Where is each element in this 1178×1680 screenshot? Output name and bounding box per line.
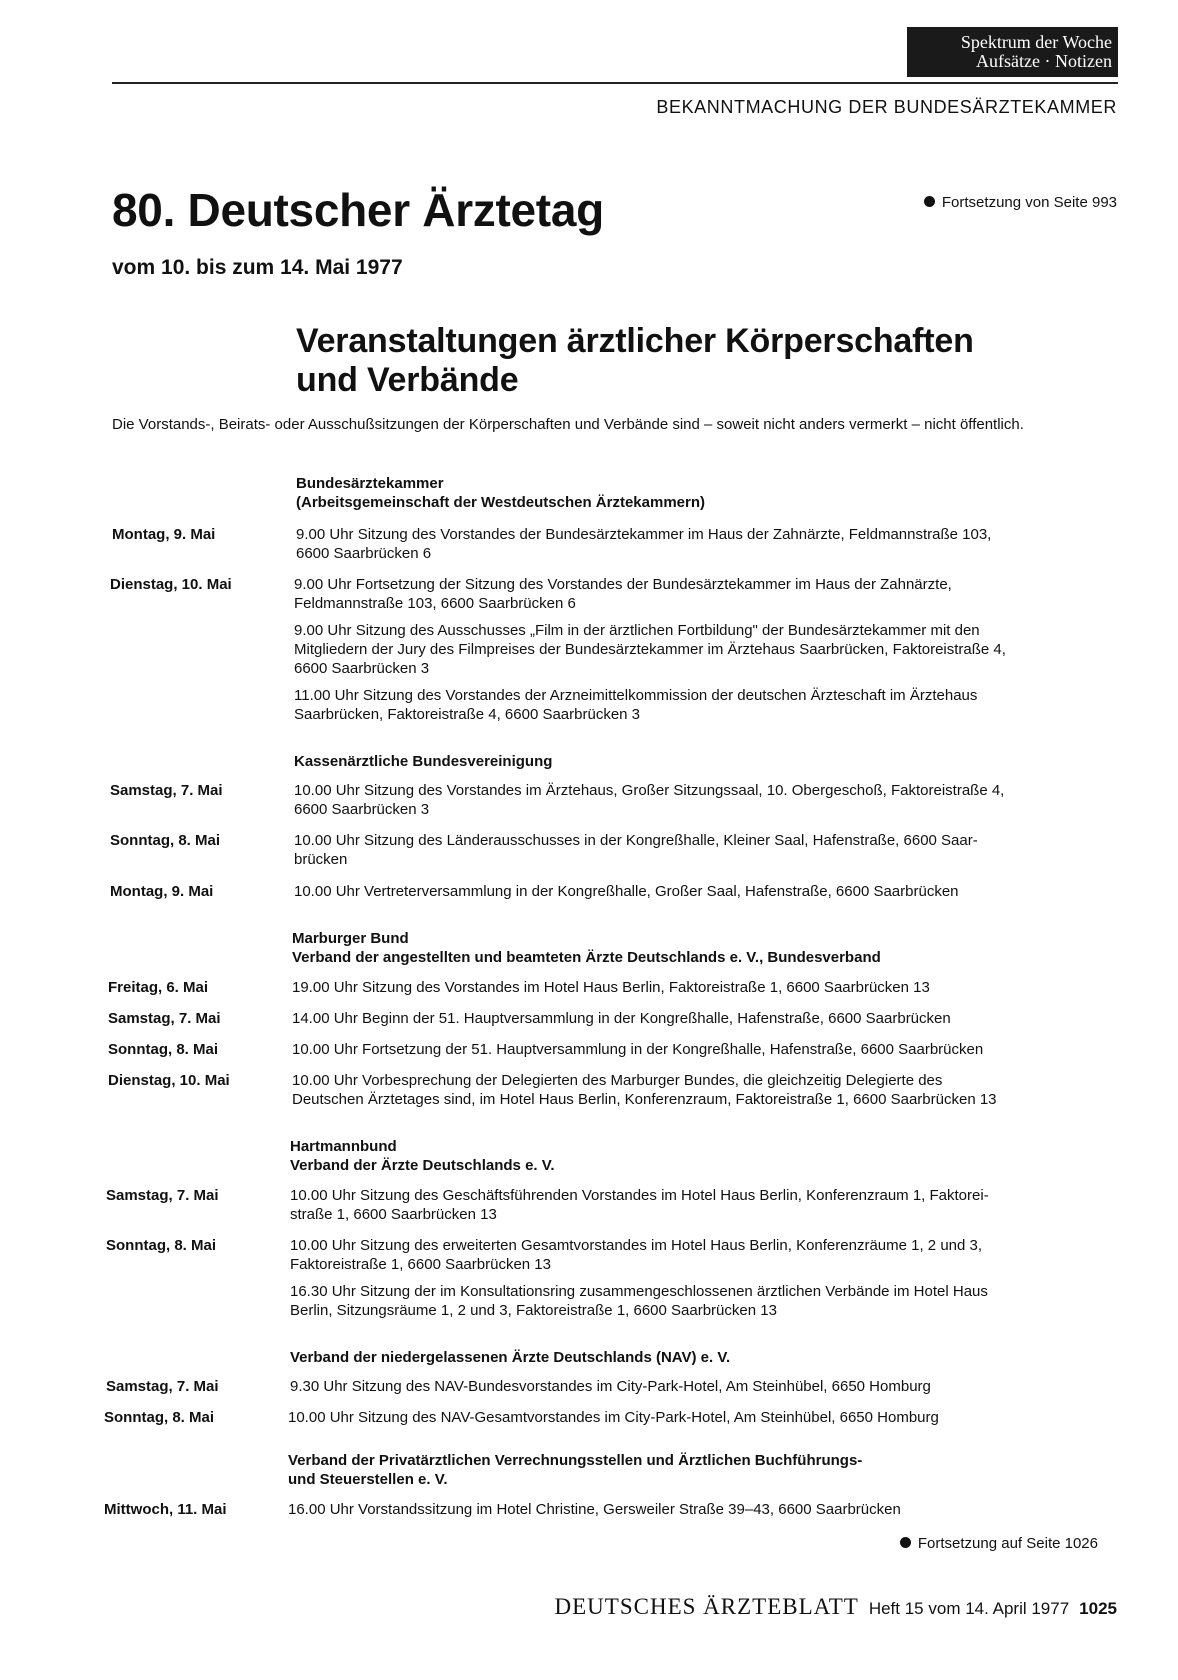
event-line: 10.00 Uhr Vorbesprechung der Delegierten des Marburger Bundes, die gleichzeitig Delegierte des (292, 1072, 943, 1089)
org-heading-line: Verband der Ärzte Deutschlands e. V. (290, 1157, 555, 1174)
event-day: Sonntag, 8. Mai (108, 1041, 219, 1058)
org-heading-line: Bundesärztekammer (296, 475, 444, 492)
section-label: BEKANNTMACHUNG DER BUNDESÄRZTEKAMMER (656, 97, 1117, 117)
event-line: Mitgliedern der Jury des Filmpreises der Bundesärztekammer im Ärztehaus Saarbrücken, Faktoreistraße 4, (294, 641, 1006, 658)
org-heading-line: Hartmannbund (290, 1138, 397, 1155)
header-rule (112, 82, 1118, 84)
event-day: Samstag, 7. Mai (110, 782, 223, 799)
event-line: 16.00 Uhr Vorstandssitzung im Hotel Christine, Gersweiler Straße 39–43, 6600 Saarbrücken (288, 1501, 901, 1518)
org-heading (294, 752, 552, 771)
event-line: 6600 Saarbrücken 3 (294, 660, 430, 677)
event-line: Berlin, Sitzungsräume 1, 2 und 3, Faktoreistraße 1, 6600 Saarbrücken 13 (290, 1302, 777, 1319)
page-footer (555, 1594, 1117, 1620)
event-line: 10.00 Uhr Sitzung des Länderausschusses in der Kongreßhalle, Kleiner Saal, Hafenstraße, 6600 Saar- (294, 832, 978, 849)
event-day: Montag, 9. Mai (112, 526, 216, 543)
event-line: 10.00 Uhr Sitzung des Vorstandes im Ärztehaus, Großer Sitzungssaal, 10. Obergeschoß, Faktoreistraße 4, (294, 782, 1005, 799)
event-item (292, 1071, 1110, 1109)
event-item (288, 1500, 1106, 1519)
continued-from-note (924, 194, 1117, 211)
event-day: Dienstag, 10. Mai (110, 576, 232, 593)
intro-paragraph: Die Vorstands-, Beirats- oder Ausschußsitzungen der Körperschaften und Verbände sind – soweit nicht anders vermerkt – nicht öffentlich. (112, 416, 1024, 433)
org-heading (290, 1348, 730, 1367)
event-day: Mittwoch, 11. Mai (104, 1501, 227, 1518)
org-heading-line: Verband der angestellten und beamteten Ärzte Deutschlands e. V., Bundesverband (292, 949, 881, 966)
event-line: 10.00 Uhr Sitzung des Geschäftsführenden Vorstandes im Hotel Haus Berlin, Konferenzraum 1, Faktorei- (290, 1187, 989, 1204)
event-item (294, 781, 1112, 819)
event-line: 6600 Saarbrücken 6 (296, 545, 432, 562)
bullet-dot-icon (900, 1537, 911, 1548)
event-item (292, 1009, 1110, 1028)
org-heading-line: Kassenärztliche Bundesvereinigung (294, 753, 553, 770)
page-subtitle: vom 10. bis zum 14. Mai 1977 (112, 256, 403, 279)
event-line: Faktoreistraße 1, 6600 Saarbrücken 13 (290, 1256, 551, 1273)
event-line: 14.00 Uhr Beginn der 51. Hauptversammlung in der Kongreßhalle, Hafenstraße, 6600 Saarbrücken (292, 1010, 951, 1027)
org-heading (292, 929, 881, 967)
org-heading (296, 474, 705, 512)
event-item (290, 1186, 1108, 1224)
section-title-line-2: und Verbände (296, 361, 519, 399)
event-line: 16.30 Uhr Sitzung der im Konsultationsring zusammengeschlossenen ärztlichen Verbände im Hotel Haus (290, 1283, 988, 1300)
event-day: Samstag, 7. Mai (106, 1378, 219, 1395)
event-line: 10.00 Uhr Fortsetzung der 51. Hauptversammlung in der Kongreßhalle, Hafenstraße, 6600 Saarbrücken (292, 1041, 984, 1058)
event-line: 9.00 Uhr Sitzung des Vorstandes der Bundesärztekammer im Haus der Zahnärzte, Feldmannstraße 103, (296, 526, 992, 543)
org-heading-line: (Arbeitsgemeinschaft der Westdeutschen Ärztekammern) (296, 494, 705, 511)
event-line: 10.00 Uhr Sitzung des erweiterten Gesamtvorstandes im Hotel Haus Berlin, Konferenzräume 1, 2 und 3, (290, 1237, 983, 1254)
page-title: 80. Deutscher Ärztetag (112, 184, 604, 236)
event-item (290, 1236, 1108, 1274)
section-title (296, 322, 1116, 400)
badge-line-1: Spektrum der Woche (960, 32, 1112, 52)
event-day: Sonntag, 8. Mai (104, 1409, 215, 1426)
org-heading-line: Verband der niedergelassenen Ärzte Deutschlands (NAV) e. V. (290, 1349, 731, 1366)
org-heading-line: Marburger Bund (292, 930, 409, 947)
event-day: Sonntag, 8. Mai (106, 1237, 217, 1254)
continued-from-text: Fortsetzung von Seite 993 (941, 194, 1117, 211)
org-heading (290, 1137, 555, 1175)
event-day: Freitag, 6. Mai (108, 979, 209, 996)
event-day: Dienstag, 10. Mai (108, 1072, 230, 1089)
event-line: brücken (294, 851, 348, 868)
event-line: Feldmannstraße 103, 6600 Saarbrücken 6 (294, 595, 576, 612)
event-line: Deutschen Ärztetages sind, im Hotel Haus Berlin, Konferenzraum, Faktoreistraße 1, 6600 Saarbrücken 13 (292, 1091, 997, 1108)
footer-page-number: 1025 (1079, 1599, 1117, 1618)
event-line: 19.00 Uhr Sitzung des Vorstandes im Hotel Haus Berlin, Faktoreistraße 1, 6600 Saarbrücken 13 (292, 979, 930, 996)
org-heading-line: Verband der Privatärztlichen Verrechnungsstellen und Ärztlichen Buchführungs- (288, 1452, 863, 1469)
event-line: 9.00 Uhr Sitzung des Ausschusses „Film in der ärztlichen Fortbildung" der Bundesärztekammer mit den (294, 622, 980, 639)
event-line: 6600 Saarbrücken 3 (294, 801, 430, 818)
continued-on-note (900, 1535, 1098, 1552)
event-line: Saarbrücken, Faktoreistraße 4, 6600 Saarbrücken 3 (294, 706, 641, 723)
event-line: 10.00 Uhr Vertreterversammlung in der Kongreßhalle, Großer Saal, Hafenstraße, 6600 Saarbrücken (294, 883, 959, 900)
section-badge (907, 27, 1118, 77)
event-item (294, 686, 1112, 724)
event-item (292, 1040, 1110, 1059)
event-item (296, 525, 1114, 563)
event-item (294, 882, 1112, 901)
event-item (294, 831, 1112, 869)
footer-issue: Heft 15 vom 14. April 1977 (868, 1599, 1070, 1618)
event-item (294, 575, 1112, 613)
event-item (290, 1377, 1108, 1396)
section-title-line-1: Veranstaltungen ärztlicher Körperschaften (296, 322, 974, 360)
event-line: 9.00 Uhr Fortsetzung der Sitzung des Vorstandes der Bundesärztekammer im Haus der Zahnärzte, (294, 576, 952, 593)
continued-on-text: Fortsetzung auf Seite 1026 (917, 1535, 1098, 1552)
badge-line-2: Aufsätze · Notizen (976, 51, 1112, 71)
event-day: Sonntag, 8. Mai (110, 832, 221, 849)
event-item (292, 978, 1110, 997)
event-line: 9.30 Uhr Sitzung des NAV-Bundesvorstandes im City-Park-Hotel, Am Steinhübel, 6650 Homburg (290, 1378, 931, 1395)
event-line: straße 1, 6600 Saarbrücken 13 (290, 1206, 497, 1223)
org-heading (288, 1451, 862, 1489)
event-day: Samstag, 7. Mai (108, 1010, 221, 1027)
bullet-dot-icon (924, 196, 935, 207)
event-day: Samstag, 7. Mai (106, 1187, 219, 1204)
event-item (294, 621, 1112, 678)
footer-journal-name: DEUTSCHES ÄRZTEBLATT (554, 1594, 859, 1619)
org-heading-line: und Steuerstellen e. V. (288, 1471, 448, 1488)
event-day: Montag, 9. Mai (110, 883, 214, 900)
event-line: 11.00 Uhr Sitzung des Vorstandes der Arzneimittelkommission der deutschen Ärzteschaft im Ärztehaus (294, 687, 978, 704)
event-item (290, 1282, 1108, 1320)
event-item (288, 1408, 1106, 1427)
event-line: 10.00 Uhr Sitzung des NAV-Gesamtvorstandes im City-Park-Hotel, Am Steinhübel, 6650 Homburg (288, 1409, 939, 1426)
